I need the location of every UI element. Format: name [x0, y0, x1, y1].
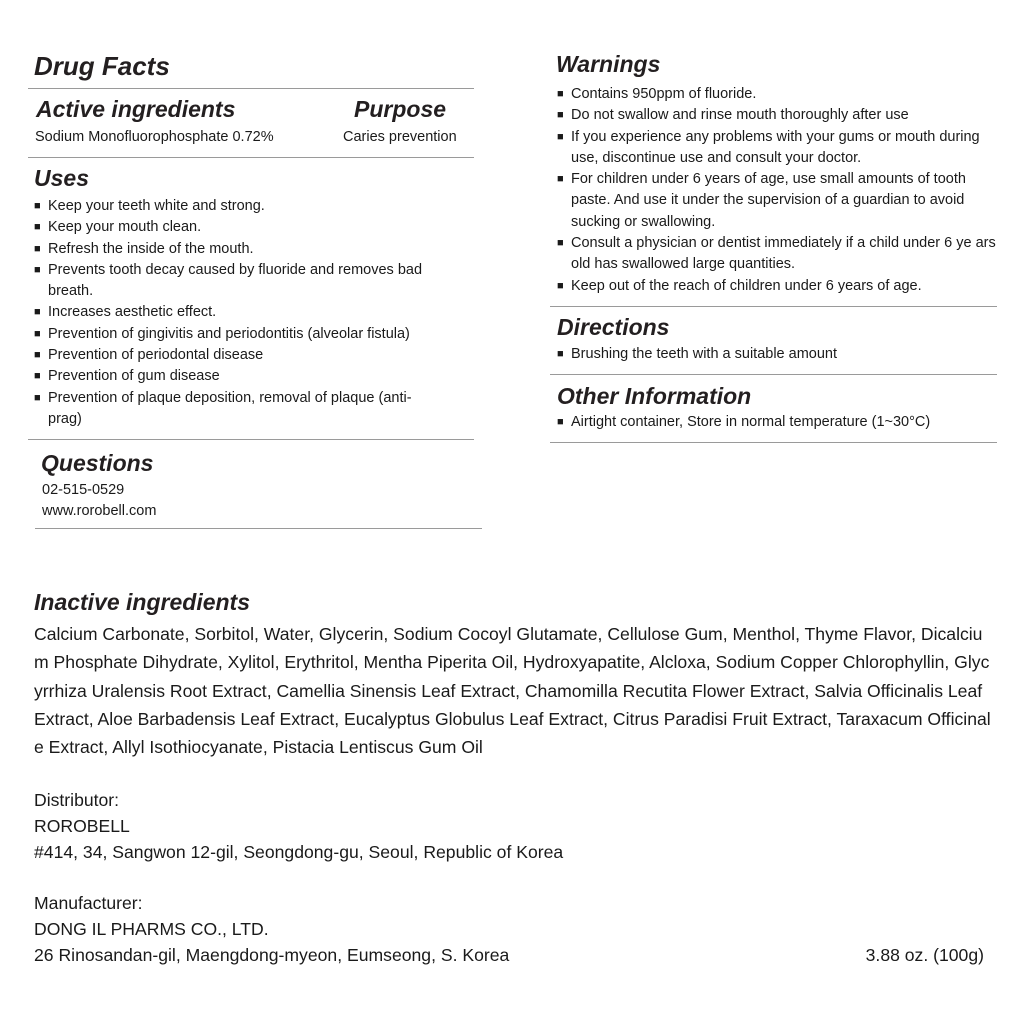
- list-item: ■ Brushing the teeth with a suitable amount: [557, 344, 997, 365]
- divider: [35, 528, 482, 529]
- list-item: ■ If you experience any problems with your gums or mouth during use, discontinue use and consult your doctor.: [557, 128, 980, 166]
- list-item: ■ Prevention of gingivitis and periodontitis (alveolar fistula): [34, 324, 454, 345]
- bullet-icon: ■: [34, 327, 41, 340]
- bullet-icon: ■: [34, 263, 41, 276]
- bullet-icon: ■: [557, 348, 564, 360]
- list-item: ■ Prevention of periodontal disease: [34, 345, 454, 366]
- distributor-name: ROROBELL: [34, 816, 130, 836]
- questions-phone: 02-515-0529: [42, 482, 125, 498]
- list-item: ■ Prevention of plaque deposition, removal of plaque (anti- prag): [34, 389, 412, 427]
- questions-website: www.rorobell.com: [42, 503, 157, 519]
- divider: [28, 157, 474, 158]
- bullet-icon: ■: [34, 200, 41, 212]
- questions-heading: Questions: [41, 450, 154, 476]
- divider: [550, 306, 997, 307]
- inactive-ingredients-text: Calcium Carbonate, Sorbitol, Water, Glycerin, Sodium Cocoyl Glutamate, Cellulose Gum, Menthol, Thyme Flavor, Dicalcium Phosphate Dihydrate, Xylitol, Erythritol, Mentha Piperita Oil, Hydroxyapatite, Alcloxa, Sodium Copper Chlorophyllin, Glycyrrhiza Uralensis Root Extract, Camellia Sinensis Leaf Extract, Chamomilla Recutita Flower Extract, Salvia Officinalis Leaf Extract, Aloe Barbadensis Leaf Extract, Eucalyptus Globulus Leaf Extract, Citrus Paradisi Fruit Extract, Taraxacum Officinale Extract, Allyl Isothiocyanate, Pistacia Lentiscus Gum Oil: [34, 624, 991, 758]
- list-item: ■ For children under 6 years of age, use small amounts of tooth paste. And use it under the supervision of a guardian to avoid sucking or swallowing.: [557, 171, 966, 230]
- list-item: ■ Increases aesthetic effect.: [34, 302, 454, 323]
- drug-facts-title: Drug Facts: [34, 51, 170, 81]
- bullet-icon: ■: [34, 349, 41, 362]
- bullet-icon: ■: [557, 279, 564, 292]
- uses-list: [34, 196, 454, 430]
- manufacturer-name: DONG IL PHARMS CO., LTD.: [34, 919, 269, 939]
- directions-heading: Directions: [557, 314, 670, 340]
- inactive-ingredients-heading: Inactive ingredients: [34, 589, 251, 615]
- warnings-heading: Warnings: [556, 51, 661, 77]
- bullet-icon: ■: [34, 370, 41, 383]
- list-item: ■ Consult a physician or dentist immediately if a child under 6 ye ars old has swallowed large quantities.: [557, 235, 996, 273]
- list-item: ■ Prevents tooth decay caused by fluoride and removes bad breath.: [34, 261, 423, 300]
- purpose-value: Caries prevention: [343, 129, 457, 145]
- uses-heading: Uses: [34, 165, 89, 191]
- warnings-list: [557, 84, 997, 297]
- list-item: ■ Keep your mouth clean.: [34, 217, 454, 238]
- active-ingredient-value: Sodium Monofluorophosphate 0.72%: [35, 129, 274, 145]
- list-item: ■ Prevention of gum disease: [34, 366, 454, 387]
- other-information-heading: Other Information: [557, 383, 752, 409]
- distributor-address: #414, 34, Sangwon 12-gil, Seongdong-gu, Seoul, Republic of Korea: [34, 842, 564, 862]
- bullet-icon: ■: [557, 130, 564, 143]
- bullet-icon: ■: [557, 88, 564, 100]
- list-item: ■ Refresh the inside of the mouth.: [34, 239, 454, 260]
- manufacturer-label: Manufacturer:: [34, 893, 143, 913]
- bullet-icon: ■: [557, 416, 564, 428]
- purpose-heading: Purpose: [354, 96, 447, 122]
- bullet-icon: ■: [34, 242, 41, 255]
- bullet-icon: ■: [557, 173, 564, 186]
- divider: [28, 439, 474, 440]
- bullet-icon: ■: [557, 237, 564, 250]
- other-information-list: [557, 412, 997, 433]
- list-item: ■ Do not swallow and rinse mouth thoroughly after use: [557, 105, 997, 126]
- bullet-icon: ■: [557, 109, 564, 122]
- list-item: ■ Keep your teeth white and strong.: [34, 196, 454, 217]
- bullet-icon: ■: [34, 306, 41, 319]
- list-item: ■ Keep out of the reach of children under 6 years of age.: [557, 276, 997, 297]
- list-item: ■ Airtight container, Store in normal temperature (1~30°C): [557, 412, 997, 433]
- divider: [550, 374, 997, 375]
- net-weight: 3.88 oz. (100g): [865, 945, 984, 965]
- bullet-icon: ■: [34, 391, 41, 404]
- manufacturer-address: 26 Rinosandan-gil, Maengdong-myeon, Eumseong, S. Korea: [34, 945, 510, 965]
- distributor-label: Distributor:: [34, 790, 120, 810]
- directions-list: [557, 344, 997, 365]
- active-ingredients-heading: Active ingredients: [36, 96, 236, 122]
- divider: [28, 88, 474, 89]
- list-item: ■ Contains 950ppm of fluoride.: [557, 84, 997, 105]
- bullet-icon: ■: [34, 221, 41, 234]
- divider: [550, 442, 997, 443]
